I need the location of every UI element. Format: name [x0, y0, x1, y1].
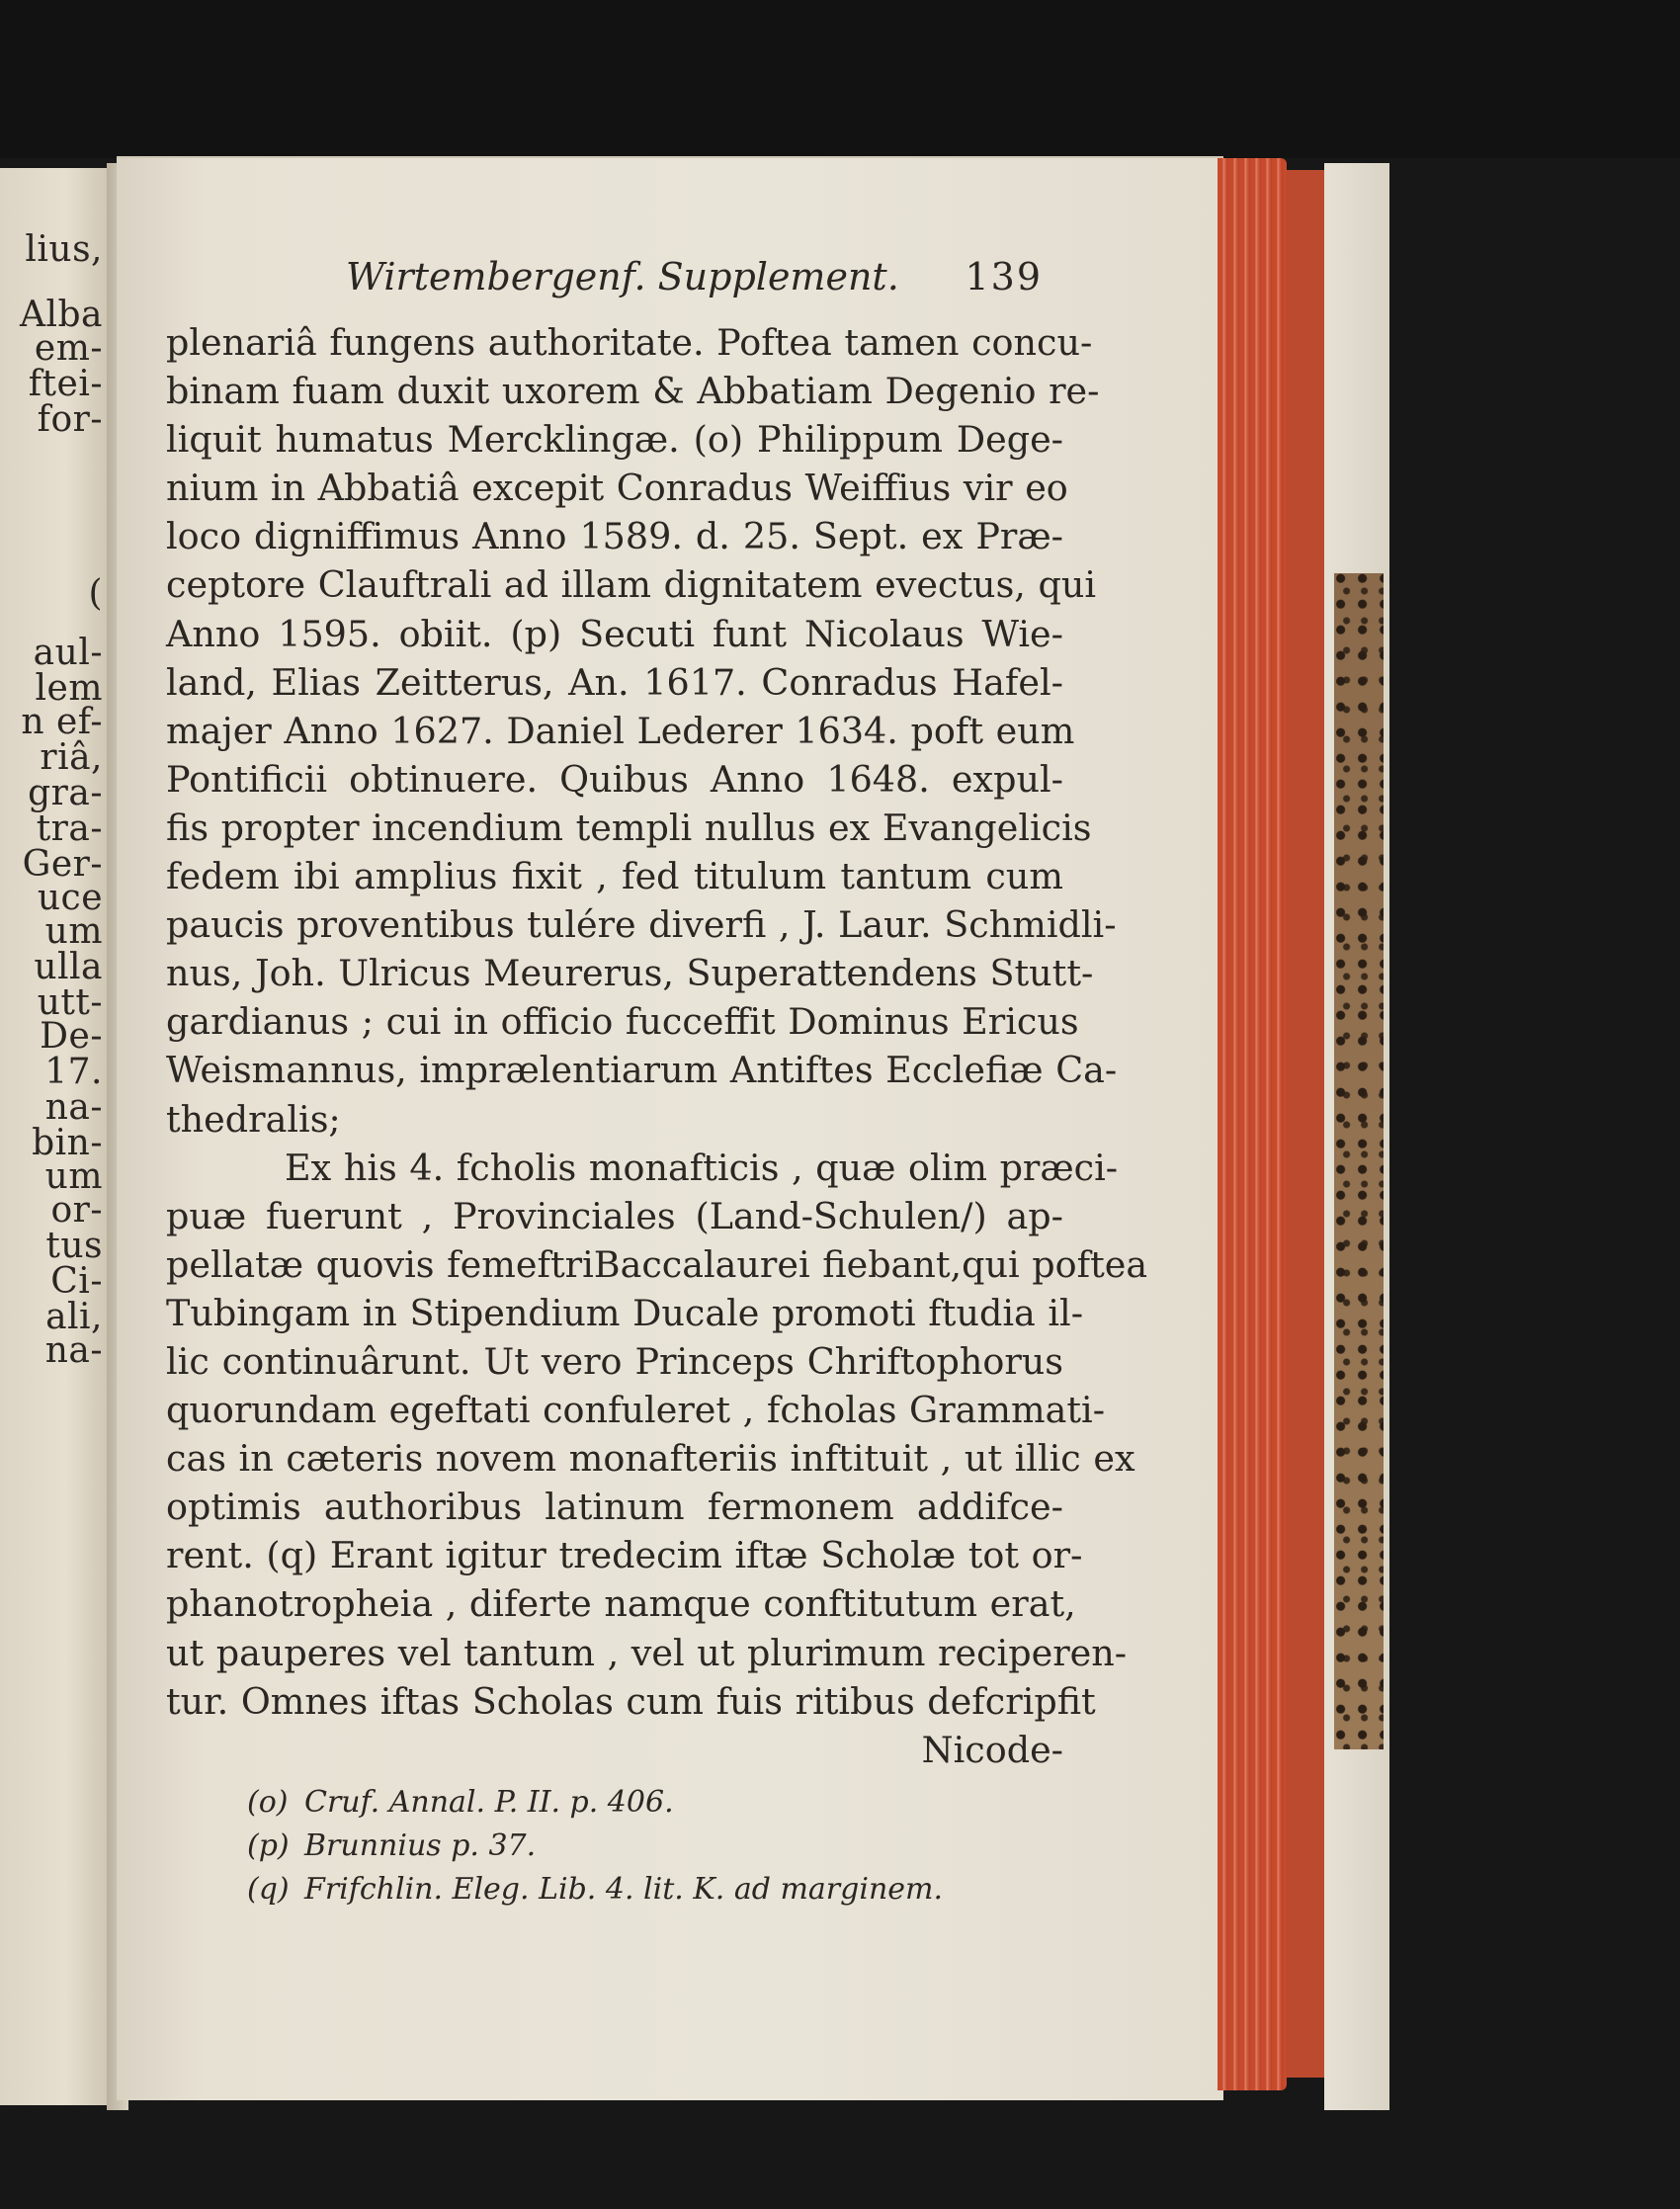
running-title: Wirtembergenf. Supplement. — [346, 255, 899, 298]
text-line: fedem ibi amplius fixit , fed titulum tantum cum — [166, 855, 1063, 898]
left-page-fragment: bin- — [32, 1123, 103, 1163]
footnote — [247, 1868, 1018, 1912]
text-line: Pontificii obtinuere. Quibus Anno 1648. expul- — [166, 757, 1063, 801]
left-page-fragment: Ci- — [50, 1261, 103, 1302]
text-line: pellatæ quovis femeftriBaccalaurei fiebant,qui poftea — [166, 1242, 1148, 1286]
text-line: quorundam egeftati confuleret , fcholas Grammati- — [166, 1389, 1106, 1432]
left-page-fragment: uce — [37, 878, 103, 918]
text-line: thedralis; — [166, 1097, 341, 1141]
left-page-fragment: em- — [34, 328, 103, 369]
left-page-fragment: um — [44, 911, 103, 952]
left-page-fragment: ali, — [45, 1297, 103, 1337]
text-line: Anno 1595. obiit. (p) Secuti funt Nicolaus Wie- — [166, 612, 1063, 655]
marbled-cover — [1334, 573, 1384, 1749]
text-line: majer Anno 1627. Daniel Lederer 1634. poft eum — [166, 709, 1075, 752]
text-line: lic continuârunt. Ut vero Princeps Chriftophorus — [166, 1339, 1063, 1383]
text-line: plenariâ fungens authoritate. Poftea tamen concu- — [166, 321, 1093, 364]
footnotes — [247, 1781, 1018, 1912]
left-page-fragment: um — [44, 1156, 103, 1197]
text-line: phanotropheia , diferte namque conftitutum erat, — [166, 1582, 1076, 1626]
left-page-fragment: na- — [44, 1087, 103, 1128]
left-page-fragment: tus — [45, 1226, 103, 1266]
text-line: fis propter incendium templi nullus ex Evangelicis — [166, 806, 1092, 849]
text-line: ut pauperes vel tantum , vel ut plurimum reciperen- — [166, 1631, 1128, 1674]
footnote-text: Frifchlin. Eleg. Lib. 4. lit. K. ad marginem. — [304, 1872, 943, 1907]
text-line: gardianus ; cui in officio fucceffit Dominus Ericus — [166, 1000, 1079, 1044]
text-line: puæ fuerunt , Provinciales (Land-Schulen/) ap- — [166, 1194, 1063, 1237]
left-page — [0, 168, 109, 2105]
left-page-fragment: Alba — [19, 295, 103, 335]
footnote-text: Brunnius p. 37. — [304, 1828, 537, 1863]
page-header — [346, 255, 1043, 304]
footnote-text: Cruf. Annal. P. II. p. 406. — [304, 1785, 674, 1820]
left-page-fragment: ulla — [34, 947, 103, 987]
left-page-fragment: aul- — [33, 633, 103, 673]
text-line: land, Elias Zeitterus, An. 1617. Conradus Hafel- — [166, 660, 1063, 704]
text-line: Ex his 4. fcholis monafticis , quæ olim præci- — [285, 1146, 1119, 1189]
text-line: rent. (q) Erant igitur tredecim iftæ Scholæ tot or- — [166, 1534, 1083, 1577]
left-page-fragment: for- — [37, 399, 103, 440]
footnote-mark: (q) — [247, 1872, 290, 1907]
left-page-fragment: lius, — [25, 229, 103, 270]
footnote-mark: (p) — [247, 1828, 290, 1863]
left-page-fragment: utt- — [37, 982, 103, 1023]
footnote-mark: (o) — [247, 1785, 289, 1820]
left-page-fragment: n ef- — [21, 702, 103, 742]
red-page-edges — [1218, 158, 1287, 2090]
text-line: Nicode- — [921, 1728, 1063, 1771]
left-page-fragment: na- — [44, 1330, 103, 1371]
left-page-fragment: De- — [40, 1016, 103, 1057]
left-page-fragment: 17. — [44, 1052, 103, 1092]
text-line: Tubingam in Stipendium Ducale promoti ftudia il- — [166, 1291, 1084, 1334]
left-page-fragment: tra- — [36, 808, 103, 849]
text-line: cas in cæteris novem monafteriis inftituit , ut illic ex — [166, 1437, 1135, 1481]
left-page-fragment: gra- — [28, 773, 103, 813]
left-page-fragment: riâ, — [40, 737, 103, 778]
text-line: ceptore Clauftrali ad illam dignitatem evectus, qui — [166, 563, 1097, 607]
text-line: Weismannus, imprælentiarum Antiftes Ecclefiæ Ca- — [166, 1049, 1118, 1092]
left-page-fragment: Ger- — [22, 844, 103, 885]
text-line: tur. Omnes iftas Scholas cum fuis ritibus defcripfit — [166, 1679, 1096, 1723]
footnote — [247, 1825, 1018, 1868]
text-line: liquit humatus Mercklingæ. (o) Philippum Dege- — [166, 418, 1063, 462]
body-text — [166, 318, 1148, 1774]
text-line: binam fuam duxit uxorem & Abbatiam Degenio re- — [166, 370, 1100, 413]
left-page-fragment: or- — [50, 1190, 103, 1231]
text-line: optimis authoribus latinum fermonem addifce- — [166, 1486, 1063, 1529]
text-line: paucis proventibus tulére diverfi , J. Laur. Schmidli- — [166, 903, 1117, 947]
backdrop — [0, 0, 1680, 158]
text-line: nium in Abbatiâ excepit Conradus Weiffius vir eo — [166, 467, 1068, 510]
left-page-fragment: ftei- — [28, 364, 103, 404]
text-line: nus, Joh. Ulricus Meurerus, Superattendens Stutt- — [166, 952, 1094, 995]
footnote — [247, 1781, 1018, 1825]
page-number: 139 — [965, 255, 1043, 298]
text-line: loco digniffimus Anno 1589. d. 25. Sept. ex Præ- — [166, 515, 1063, 558]
left-page-fragment: lem — [35, 668, 103, 709]
left-page-fragment: ( — [88, 573, 103, 614]
